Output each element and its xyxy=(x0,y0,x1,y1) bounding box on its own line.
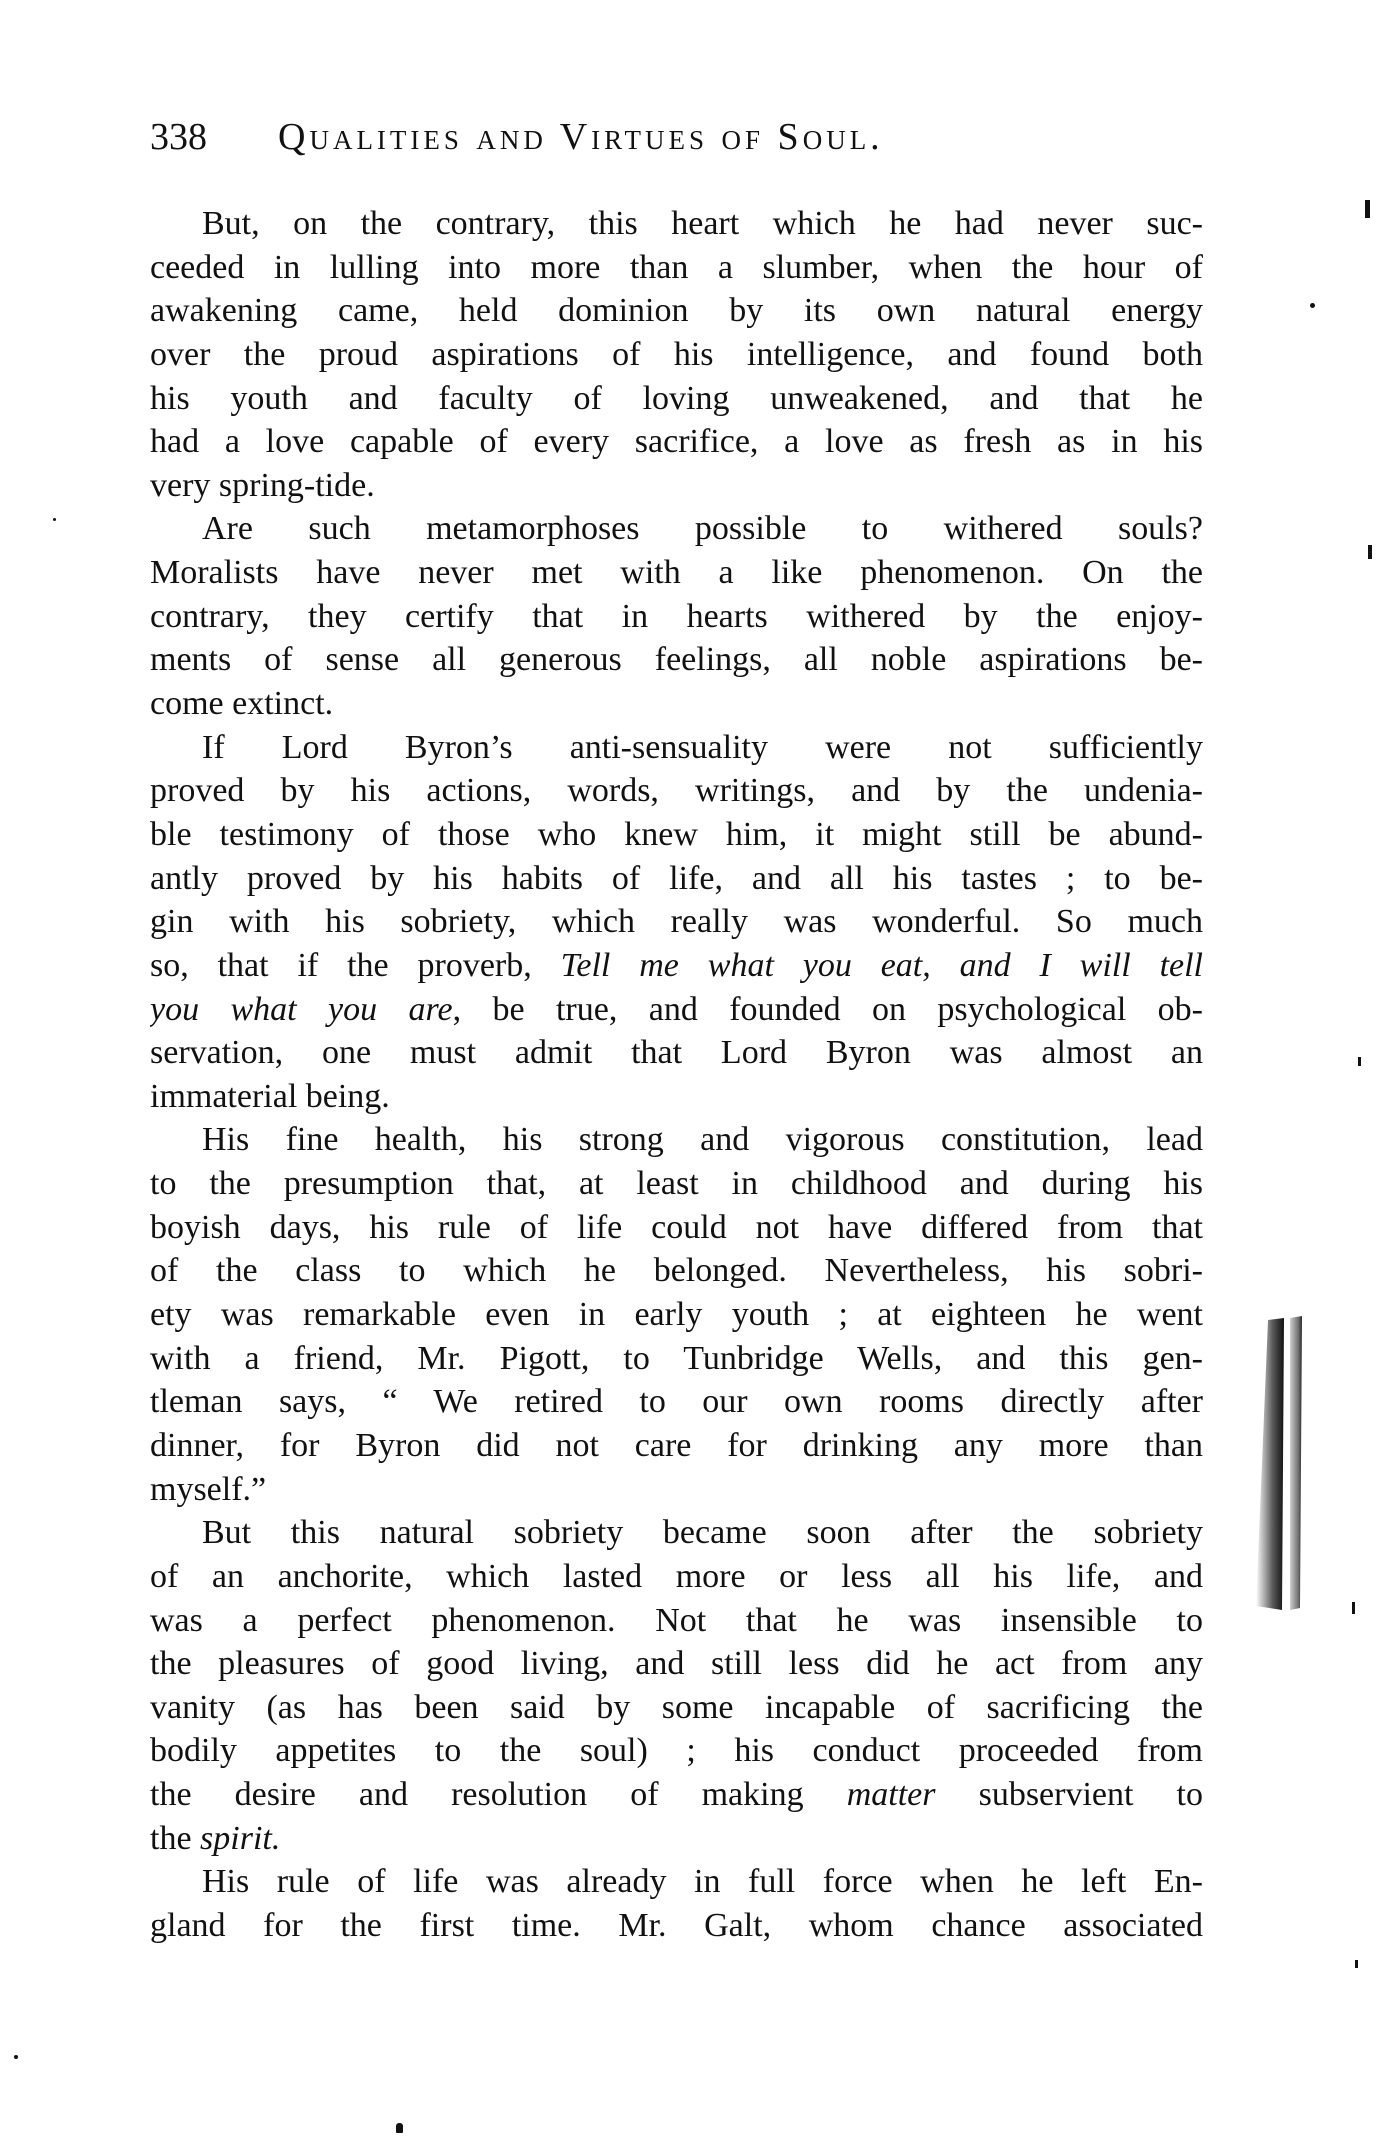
page-number: 338 xyxy=(150,116,207,158)
text-run: servation, one must admit that Lord Byron was almost an xyxy=(150,1034,1203,1072)
margin-ink-dot xyxy=(14,2055,18,2059)
text-run: , be true, and founded on psychological ob- xyxy=(452,990,1203,1028)
text-run: His fine health, his strong and vigorous constitution, lead xyxy=(202,1121,1203,1159)
margin-ink-speck xyxy=(1355,1960,1358,1968)
text-line-content xyxy=(150,246,1203,290)
text-line xyxy=(150,900,1203,944)
text-run: was a perfect phenomenon. Not that he was insensible to xyxy=(150,1601,1203,1639)
text-run: so, that if the proverb, xyxy=(150,946,561,984)
margin-ink-speck xyxy=(1368,545,1372,559)
text-line xyxy=(150,1118,1203,1162)
text-line xyxy=(150,464,1203,508)
text-line xyxy=(150,1686,1203,1730)
text-line xyxy=(150,1555,1203,1599)
text-line-content xyxy=(150,202,1203,246)
text-line-content xyxy=(150,1860,1203,1904)
italic-text: matter xyxy=(846,1776,936,1814)
text-line xyxy=(150,988,1203,1032)
text-run: over the proud aspirations of his intelligence, and found both xyxy=(150,335,1203,373)
text-line xyxy=(150,420,1203,464)
margin-ink-speck xyxy=(1352,1602,1355,1614)
text-line xyxy=(150,246,1203,290)
margin-ink-speck xyxy=(1358,1057,1361,1066)
text-line xyxy=(150,1075,1203,1119)
text-line-content xyxy=(150,1817,1203,1861)
text-run: the pleasures of good living, and still less did he act from any xyxy=(150,1645,1203,1683)
text-run: gland for the first time. Mr. Galt, whom chance associated xyxy=(150,1906,1203,1944)
text-run: dinner, for Byron did not care for drinking any more than xyxy=(150,1426,1203,1464)
text-line-content xyxy=(150,944,1203,988)
text-line-content xyxy=(150,333,1203,377)
text-line-content xyxy=(150,1729,1203,1773)
text-line xyxy=(150,289,1203,333)
text-line-content xyxy=(150,1118,1203,1162)
text-line xyxy=(150,1424,1203,1468)
margin-ink-dot xyxy=(1310,303,1315,308)
text-run: awakening came, held dominion by its own natural energy xyxy=(150,292,1203,330)
text-line xyxy=(150,595,1203,639)
text-run: proved by his actions, words, writings, and by the undenia- xyxy=(150,772,1203,810)
text-line-content xyxy=(150,1904,1203,1948)
text-line xyxy=(150,551,1203,595)
text-line-content xyxy=(150,900,1203,944)
text-run: myself.” xyxy=(150,1470,267,1508)
text-run: gin with his sobriety, which really was wonderful. So much xyxy=(150,903,1203,941)
text-run: But this natural sobriety became soon after the sobriety xyxy=(202,1514,1203,1552)
text-line xyxy=(150,1162,1203,1206)
text-line xyxy=(150,1773,1203,1817)
text-line-content xyxy=(150,813,1203,857)
text-line xyxy=(150,333,1203,377)
text-run: ble testimony of those who knew him, it might still be abund- xyxy=(150,815,1203,853)
text-run: of the class to which he belonged. Nevertheless, his sobri- xyxy=(150,1252,1203,1290)
text-line-content xyxy=(150,1075,1203,1119)
text-line xyxy=(150,813,1203,857)
text-run: boyish days, his rule of life could not have differed from that xyxy=(150,1208,1203,1246)
text-line-content xyxy=(150,595,1203,639)
text-run: ety was remarkable even in early youth ; at eighteen he went xyxy=(150,1296,1203,1334)
text-line xyxy=(150,1249,1203,1293)
text-line-content xyxy=(150,377,1203,421)
text-run: his youth and faculty of loving unweakened, and that he xyxy=(150,379,1203,417)
text-line-content xyxy=(150,1555,1203,1599)
text-line-content xyxy=(150,682,1203,726)
text-line xyxy=(150,1511,1203,1555)
text-line-content xyxy=(150,1642,1203,1686)
text-run: immaterial being. xyxy=(150,1077,390,1115)
text-line xyxy=(150,1293,1203,1337)
text-line xyxy=(150,769,1203,813)
running-head xyxy=(150,112,1080,162)
text-run: tleman says, “ We retired to our own rooms directly after xyxy=(150,1383,1203,1421)
text-run: contrary, they certify that in hearts withered by the enjoy- xyxy=(150,597,1203,635)
chapter-running-title: Qualities and Virtues of Soul. xyxy=(278,116,884,158)
italic-text: you what you are xyxy=(150,990,453,1028)
text-run: Are such metamorphoses possible to withered souls? xyxy=(202,510,1203,548)
text-line xyxy=(150,1860,1203,1904)
text-run: come extinct. xyxy=(150,685,334,723)
text-line-content xyxy=(150,1293,1203,1337)
margin-ink-speck xyxy=(1365,200,1370,218)
text-line-content xyxy=(150,1337,1203,1381)
text-line xyxy=(150,1817,1203,1861)
text-line-content xyxy=(150,988,1203,1032)
text-line xyxy=(150,944,1203,988)
text-run: If Lord Byron’s anti-sensuality were not sufficiently xyxy=(202,728,1203,766)
text-run: ceeded in lulling into more than a slumber, when the hour of xyxy=(150,248,1203,286)
text-line xyxy=(150,507,1203,551)
text-run: had a love capable of every sacrifice, a love as fresh as in his xyxy=(150,423,1203,461)
text-run: of an anchorite, which lasted more or less all his life, and xyxy=(150,1557,1203,1595)
text-run: the desire and resolution of making xyxy=(150,1776,847,1814)
bottom-ink-blot xyxy=(396,2123,403,2133)
text-run: vanity (as has been said by some incapable of sacrificing the xyxy=(150,1688,1203,1726)
text-line-content xyxy=(150,551,1203,595)
text-line-content xyxy=(150,1424,1203,1468)
text-run: bodily appetites to the soul) ; his conduct proceeded from xyxy=(150,1732,1203,1770)
text-line xyxy=(150,1642,1203,1686)
text-run: ments of sense all generous feelings, all noble aspirations be- xyxy=(150,641,1203,679)
text-run: subservient to xyxy=(935,1776,1203,1814)
text-line-content xyxy=(150,769,1203,813)
text-line-content xyxy=(150,1249,1203,1293)
text-run: Moralists have never met with a like phenomenon. On the xyxy=(150,554,1203,592)
text-line-content xyxy=(150,638,1203,682)
text-line xyxy=(150,1380,1203,1424)
text-run: But, on the contrary, this heart which he had never suc- xyxy=(202,205,1203,242)
text-line xyxy=(150,638,1203,682)
text-line xyxy=(150,1729,1203,1773)
margin-ink-dot xyxy=(53,518,56,521)
text-line-content xyxy=(150,420,1203,464)
text-line xyxy=(150,1468,1203,1512)
text-line-content xyxy=(150,726,1203,770)
text-line-content xyxy=(150,1206,1203,1250)
scan-smudge-band xyxy=(1250,1310,1310,1620)
text-run: very spring-tide. xyxy=(150,466,375,504)
text-run: His rule of life was already in full force when he left En- xyxy=(202,1863,1203,1901)
text-run: to the presumption that, at least in childhood and during his xyxy=(150,1165,1203,1203)
text-line xyxy=(150,202,1203,246)
text-line xyxy=(150,1599,1203,1643)
text-line-content xyxy=(150,1031,1203,1075)
text-line-content xyxy=(150,857,1203,901)
text-line-content xyxy=(150,464,1203,508)
text-line-content xyxy=(150,1511,1203,1555)
text-run: the xyxy=(150,1819,201,1857)
italic-text: spirit. xyxy=(200,1819,281,1857)
text-run: antly proved by his habits of life, and all his tastes ; to be- xyxy=(150,859,1203,897)
text-line xyxy=(150,682,1203,726)
text-line xyxy=(150,1206,1203,1250)
text-line-content xyxy=(150,289,1203,333)
text-line-content xyxy=(150,1686,1203,1730)
text-line xyxy=(150,1337,1203,1381)
text-line-content xyxy=(150,1773,1203,1817)
text-line xyxy=(150,857,1203,901)
text-line xyxy=(150,1904,1203,1948)
text-line xyxy=(150,1031,1203,1075)
text-run: with a friend, Mr. Pigott, to Tunbridge Wells, and this gen- xyxy=(150,1339,1203,1377)
text-line-content xyxy=(150,507,1203,551)
text-line-content xyxy=(150,1468,1203,1512)
text-line-content xyxy=(150,1380,1203,1424)
text-line xyxy=(150,726,1203,770)
body-text xyxy=(150,202,1203,1948)
text-line-content xyxy=(150,1599,1203,1643)
italic-text: Tell me what you eat, and I will tell xyxy=(560,946,1203,984)
text-line-content xyxy=(150,1162,1203,1206)
text-line xyxy=(150,377,1203,421)
